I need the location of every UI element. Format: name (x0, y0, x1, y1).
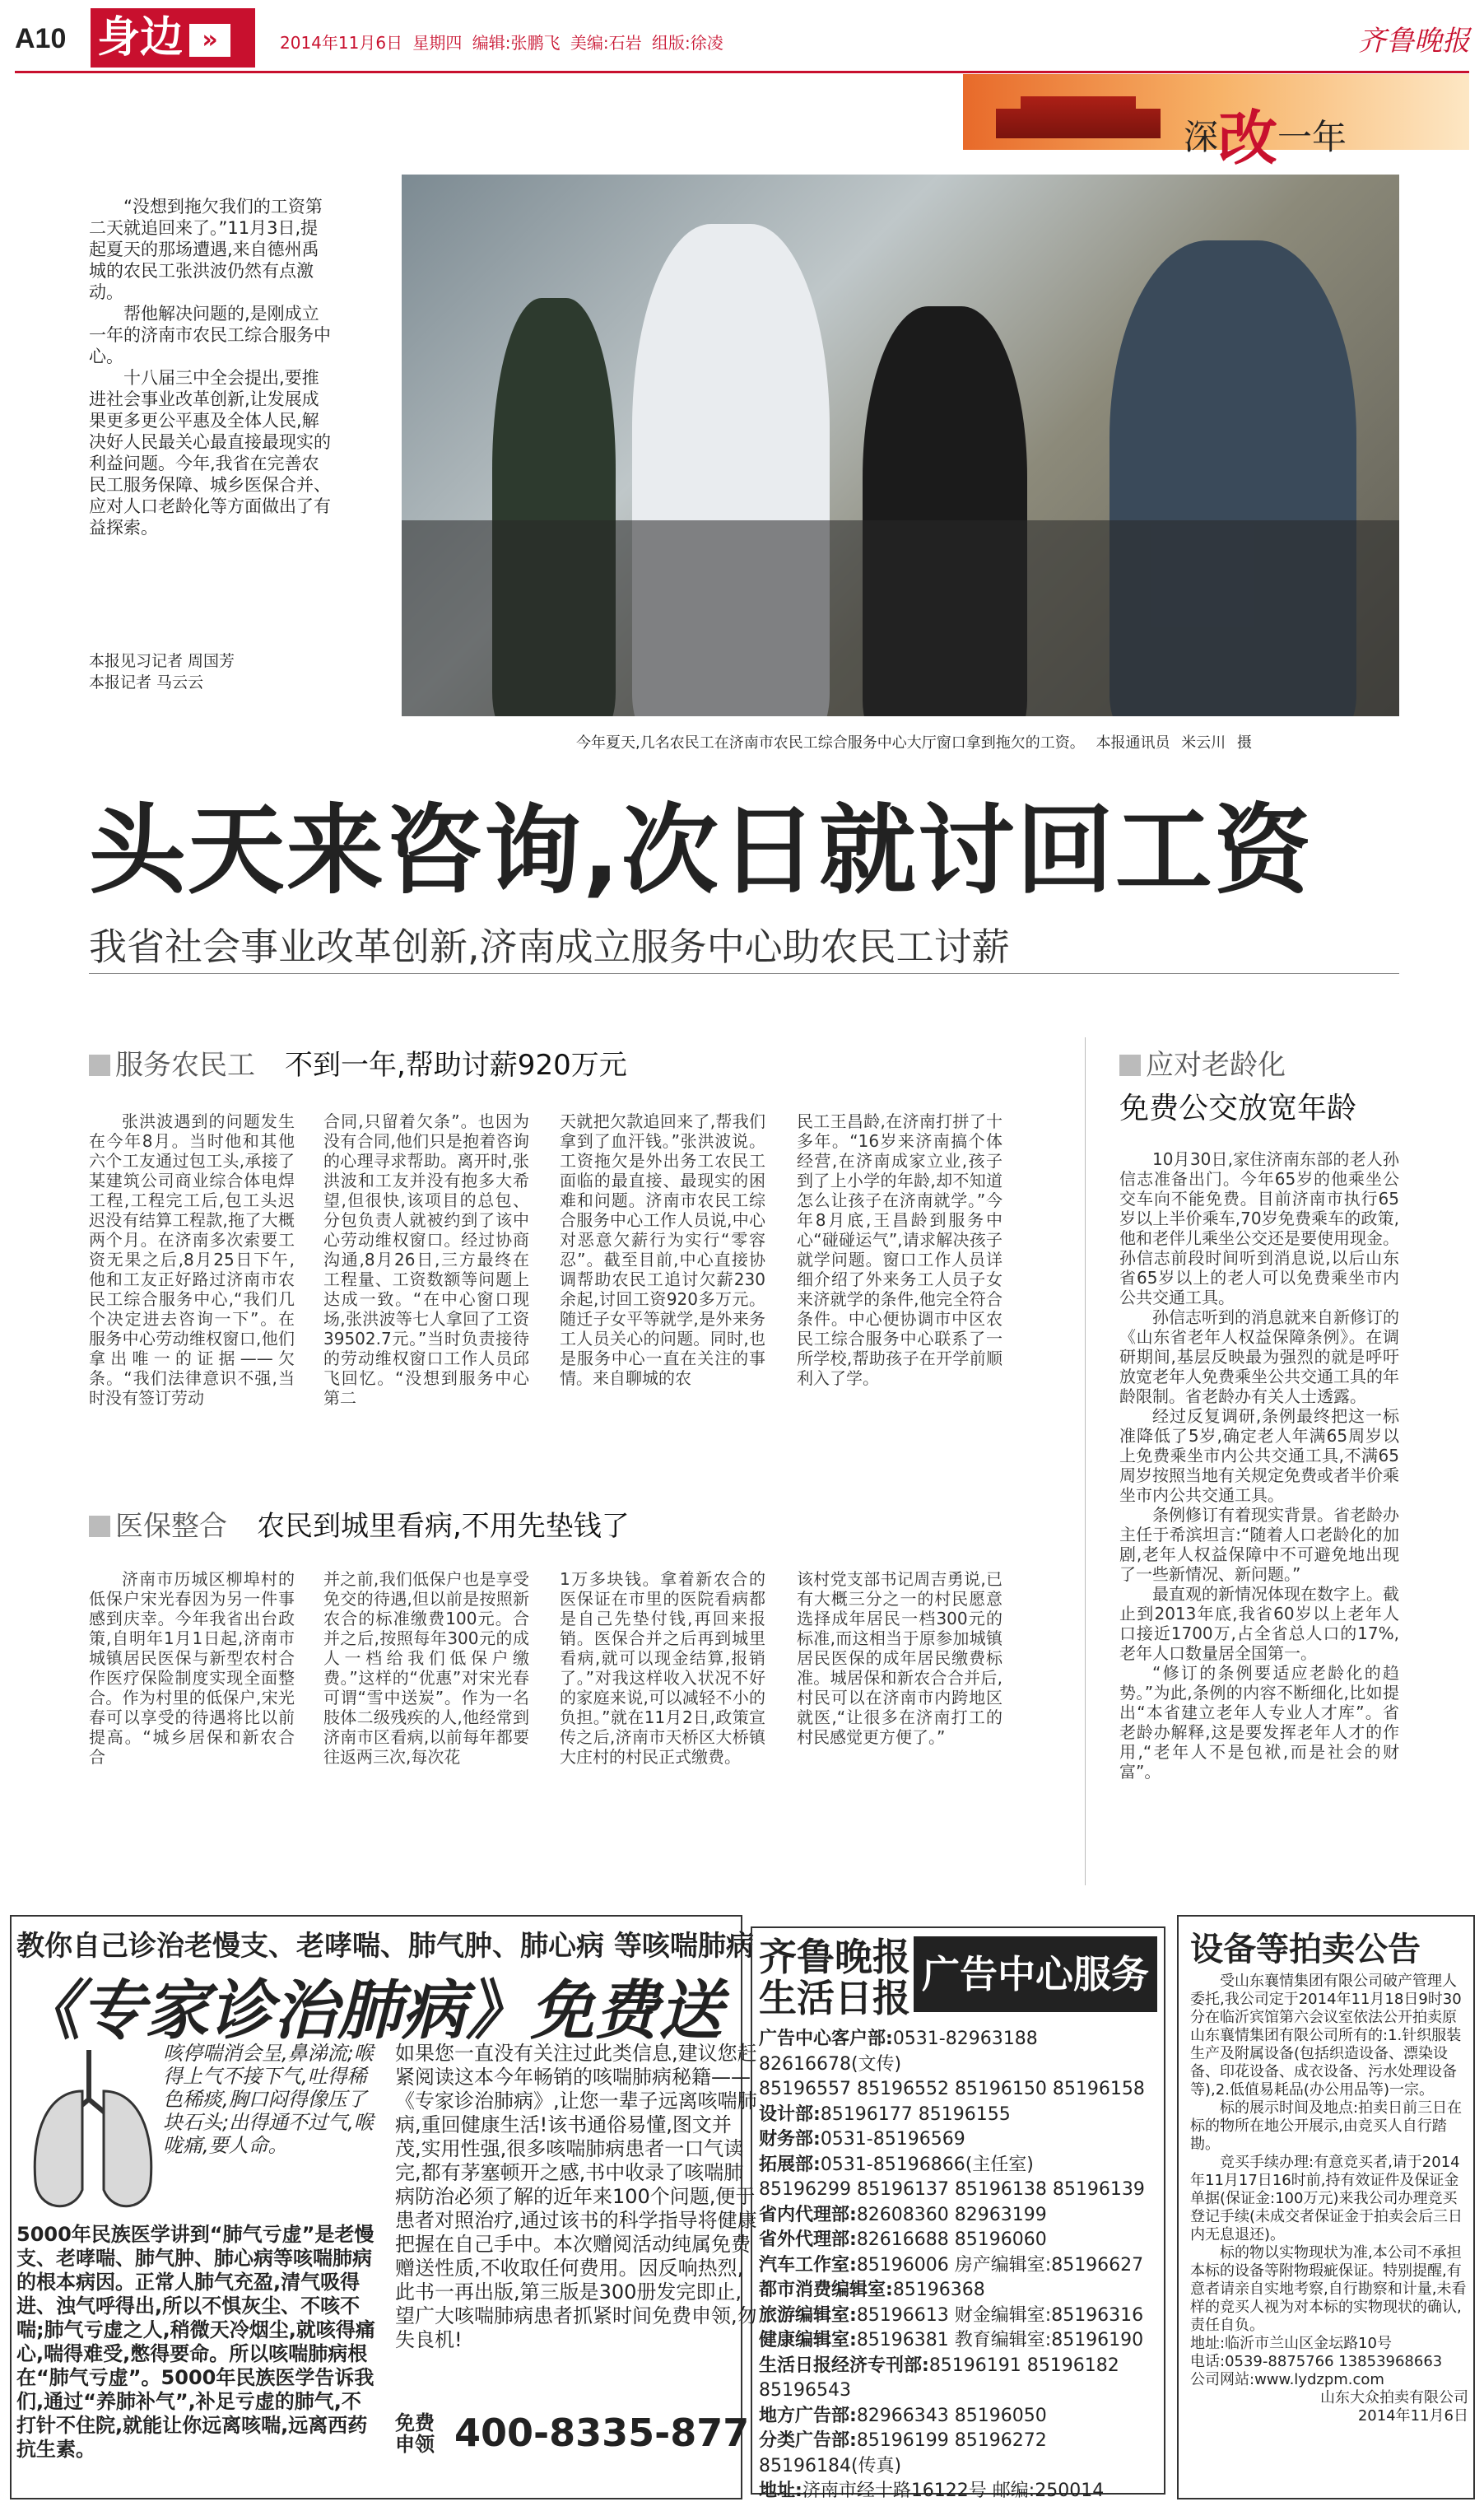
section-heading: 服务农民工 不到一年,帮助讨薪920万元 (89, 1042, 627, 1083)
ad-text: 如果您一直没有关注过此类信息,建议您赶紧阅读这本今年畅销的咳喘肺病秘籍——《专家诊治肺病》,让您一辈子远离咳喘肺病,重回健康生活!该书通俗易懂,图文并茂,实用性强,很多咳喘肺病患者一口气读完,都有茅塞顿开之感,书中收录了咳喘肺病防治必须了解的近年来100个问题,便于患者对照治疗,通过该书的科学指导将健康把握在自己手中。本次赠阅活动纯属免费赠送性质,不收取任何费用。因反响热烈,此书一再出版,第三版是300册发完即止,望广大咳喘肺病患者抓紧时间免费申领,勿失良机! (395, 2042, 757, 2351)
ad2-papers: 齐鲁晚报 生活日报 (759, 1935, 910, 2020)
news-photo (402, 175, 1399, 716)
banner-text: 深改一年 (1184, 104, 1347, 173)
section-heading: 应对老龄化 (1119, 1042, 1286, 1083)
contact-row: 地方广告部:82966343 85196050 (759, 2405, 1047, 2426)
section-label (91, 8, 255, 68)
article-column: 该村党支部书记周吉勇说,已有大概三分之一的村民愿意选择成年居民一档300元的标准,而这相当于原参加城镇居民医保的成年居民缴费标准。城居保和新农合合并后,村民可以在济南市内跨地区就医,“让很多在济南打工的村民感觉更方便了。” (797, 1569, 1003, 1747)
article-column: 张洪波遇到的问题发生在今年8月。当时他和其他六个工友通过包工头,承接了某建筑公司商业综合体电焊工程,工程完工后,包工头迟迟没有结算工程款,拖了大概两个月。在济南多次索要工资无果之后,8月25日下午,他和工友正好路过济南市农民工综合服务中心,“我们几个决定进去咨询一下”。在服务中心劳动维权窗口,他们拿出唯一的证据——欠条。“我们法律意识不强,当时没有签订劳动 (89, 1111, 295, 1408)
intro-paragraph: 帮他解决问题的,是刚成立一年的济南市农民工综合服务中心。 (89, 304, 331, 366)
byline: 本报见习记者 周国芳 本报记者 马云云 (89, 652, 235, 692)
article-column: 天就把欠款追回来了,帮我们拿到了血汗钱。”张洪波说。工资拖欠是外出务工农民工面临的最直接、最现实的困难和问题。济南市农民工综合服务中心工作人员说,中心对恶意欠薪行为实行“零容忍”。截至目前,中心直接协调帮助农民工追讨欠薪230余起,讨回工资920多万元。随迁子女平等就学,是外来务工人员关心的问题。同时,也是服务中心一直在关注的事情。来自聊城的农 (560, 1111, 765, 1388)
contact-row: 85196557 85196552 85196150 85196158 (759, 2079, 1145, 2099)
header-rule (15, 71, 1469, 73)
contact-row: 健康编辑室:85196381 教育编辑室:85196190 (759, 2330, 1144, 2350)
contact-row: 都市消费编辑室:85196368 (759, 2280, 985, 2300)
section-heading: 医保整合 农民到城里看病,不用先垫钱了 (89, 1503, 630, 1544)
tiananmen-icon (996, 89, 1161, 138)
article-column: 合同,只留着欠条”。也因为没有合同,他们只是抱着咨询的心理寻求帮助。离开时,张洪波和工友并没有抱多大希望,但很快,该项目的总包、分包负责人就被约到了该中心劳动维权窗口。经过协商沟通,8月26日,三方最终在工程量、工资数额等问题上达成一致。“在中心窗口现场,张洪波等七人拿回了工资39502.7元。”当时负责接待的劳动维权窗口工作人员邱飞回忆。“没想到服务中心第二 (323, 1111, 529, 1408)
article-column: 1万多块钱。拿着新农合的医保证在市里的医院看病都是自己先垫付钱,再回来报销。医保合并之后再到城里看病,就可以现金结算,报销了。”对我这样收入状况不好的家庭来说,可以减轻不小的负担。”就在11月2日,政策宣传之后,济南市天桥区大桥镇大庄村的村民正式缴费。 (560, 1569, 765, 1767)
section-name: 身边 (97, 13, 184, 63)
divider (89, 973, 1399, 974)
article-column: 民工王昌龄,在济南打拼了十多年。“16岁来济南搞个体经营,在济南成家立业,孩子到了上小学的年龄,却不知道怎么让孩子在济南就学。”今年8月底,王昌龄到服务中心“碰碰运气”,请求解决孩子就学问题。窗口工作人员详细介绍了外来务工人员子女来济就学的条件,他完全符合条件。中心便协调市中区农民工综合服务中心联系了一所学校,帮助孩子在开学前顺利入了学。 (797, 1111, 1003, 1388)
contact-row: 财务部:0531-85196569 (759, 2129, 965, 2150)
double-chevron-icon: » (189, 24, 230, 57)
contact-row: 旅游编辑室:85196613 财金编辑室:85196316 (759, 2304, 1144, 2326)
ad-headline: 《专家诊治肺病》免费送 (16, 1974, 723, 2048)
contact-row: 生活日报经济专刊部:85196191 85196182 85196543 (759, 2355, 1119, 2401)
photo-caption: 今年夏天,几名农民工在济南市农民工综合服务中心大厅窗口拿到拖欠的工资。 本报通讯员 米云川 摄 (576, 734, 1252, 752)
contact-row: 分类广告部:85196199 85196272 85196184(传真) (759, 2430, 1047, 2476)
intro-paragraph: “没想到拖欠我们的工资第二天就追回来了。”11月3日,提起夏天的那场遭遇,来自德州禹城的农民工张洪波仍然有点激动。 (89, 197, 323, 302)
ad3-title: 设备等拍卖公告 (1190, 1931, 1421, 1968)
newspaper-logo: 齐鲁晚报 (1358, 25, 1470, 58)
ad2-contact-list (759, 2027, 1157, 2504)
contact-row: 地址:济南市经十路16122号 邮编:250014 (759, 2481, 1105, 2501)
ad-phone: 免费申领 400-8335-877 (395, 2411, 750, 2456)
lung-icon (23, 2042, 163, 2223)
subheadline: 我省社会事业改革创新,济南成立服务中心助农民工讨薪 (89, 925, 1010, 969)
headline: 头天来咨询,次日就讨回工资 (89, 794, 1313, 907)
ad-text: 咳停喘消会呈,鼻涕流;喉得上气不接下气,吐得稀色稀痰,胸口闷得像压了块石头;出得通不过气,喉咙痛,要人命。 (163, 2042, 374, 2157)
article-column: 济南市历城区柳埠村的低保户宋光春因为另一件事感到庆幸。今年我省出台政策,自明年1月1日起,济南市城镇居民医保与新型农村合作医疗保险制度实现全面整合。作为村里的低保户,宋光春可以享受的待遇将比以前提高。“城乡居保和新农合合 (89, 1569, 295, 1767)
contact-row: 设计部:85196177 85196155 (759, 2103, 1011, 2125)
contact-row: 省外代理部:82616688 85196060 (759, 2229, 1047, 2250)
ad-text: 5000年民族医学讲到“肺气亏虚”是老慢支、老哮喘、肺气肿、肺心病等咳喘肺病的根本病因。正常人肺气充盈,清气吸得进、浊气呼得出,所以不惧灰尘、不咳不喘;肺气亏虚之人,稍微天冷烟尘,就咳得痛心,喘得难受,憋得要命。所以咳喘肺病根在“肺气亏虚”。5000年民族医学告诉我们,通过“养肺补气”,补足亏虚的肺气,不打针不住院,就能让你远离咳喘,远离西药抗生素。 (16, 2223, 375, 2461)
contact-row: 拓展部:0531-85196866(主任室) (759, 2154, 1034, 2175)
contact-row: 汽车工作室:85196006 房产编辑室:85196627 (759, 2254, 1144, 2276)
ad2-title: 广告中心服务电话 (914, 1936, 1157, 2012)
contact-row: 85196299 85196137 85196138 85196139 (759, 2179, 1145, 2200)
contact-row: 省内代理部:82608360 82963199 (759, 2204, 1047, 2225)
column-banner (963, 74, 1469, 173)
intro-text (89, 196, 333, 538)
contact-row: 广告中心客户部:0531-82963188 82616678(文传) (759, 2029, 1038, 2075)
ad3-body: 受山东襄情集团有限公司破产管理人委托,我公司定于2014年11月18日9时30分在临沂宾馆第六会议室依法公开拍卖原山东襄情集团有限公司所有的:1.针织服装生产及附属设备(包括织造设备、漂染设备、印花设备、成衣设备、污水处理设备等),2.低值易耗品(办公用品等)一宗。 标的展示时间及地点:拍卖日前三日在标的物所在地公开展示,由竞买人自行踏勘。 竞买手续办理:有意竞买者,请于2014年11月17日16时前,持有效证件及保证金单据(保证金:100万元)来我公司办理竞买登记手续(未成交者保证金于拍卖会后三日内无息退还)。 标的物以实物现状为准,本公司不承担本标的设备等附物瑕疵保证。特别提醒,有意者请亲自实地考察,自行勘察和计量,未看样的竞买人视为对本标的实物现状的确认,责任自负。 地址:临沂市兰山区金坛路10号 电话:0539-8875766 13853968663 公司网站:www.lydzpm.com 山东大众拍卖有限公司 2014年11月6日 (1190, 1973, 1468, 2425)
page-number: A10 (15, 23, 67, 54)
column-divider (1085, 1037, 1086, 1885)
article-column: 并之前,我们低保户也是享受免交的待遇,但以前是按照新农合的标准缴费100元。合并之后,按照每年300元的成人一档给我们低保户缴费。”这样的“优惠”对宋光春可谓“雪中送炭”。作为一名肢体二级残疾的人,他经常到济南市区看病,以前每年都要往返两三次,每次花 (323, 1569, 529, 1767)
section-title: 免费公交放宽年龄 (1119, 1092, 1357, 1125)
article-column: 10月30日,家住济南东部的老人孙信志准备出门。今年65岁的他乘坐公交车向不能免费。目前济南市执行65岁以上半价乘车,70岁免费乘车的政策,他和老伴儿乘坐公交还是要使用现金。孙信志前段时间听到消息说,以后山东省65岁以上的老人可以免费乘坐市内公共交通工具。 孙信志听到的消息就来自新修订的《山东省老年人权益保障条例》。在调研期间,基层反映最为强烈的就是呼吁放宽老年人免费乘坐公共交通工具的年龄限制。省老龄办有关人士透露。 经过反复调研,条例最终把这一标准降低了5岁,确定老人年满65周岁以上免费乘坐市内公共交通工具,不满65周岁按照当地有关规定免费或者半价乘坐市内公共交通工具。 条例修订有着现实背景。省老龄办主任于希滨坦言:“随着人口老龄化的加剧,老年人权益保障中不可避免地出现了一些新情况、新问题。” 最直观的新情况体现在数字上。截止到2013年底,我省60岁以上老年人口接近1700万,占全省总人口的17%,老年人口数量居全国第一。 “修订的条例要适应老龄化的趋势。”为此,条例的内容不断细化,比如提出“本省建立老年人专业人才库”。省老龄办解释,这是要发挥老年人才的作用,“老年人不是包袱,而是社会的财富”。 (1119, 1149, 1399, 1782)
intro-paragraph: 十八届三中全会提出,要推进社会事业改革创新,让发展成果更多更公平惠及全体人民,解决好人民最关心最直接最现实的利益问题。今年,我省在完善农民工服务保障、城乡医保合并、应对人口老龄化等方面做出了有益探索。 (89, 368, 331, 538)
ad-title: 教你自己诊治老慢支、老哮喘、肺气肿、肺心病 等咳喘肺病 (16, 1930, 754, 1963)
page-meta: 2014年11月6日 星期四 编辑:张鹏飞 美编:石岩 组版:徐凌 (280, 33, 723, 53)
